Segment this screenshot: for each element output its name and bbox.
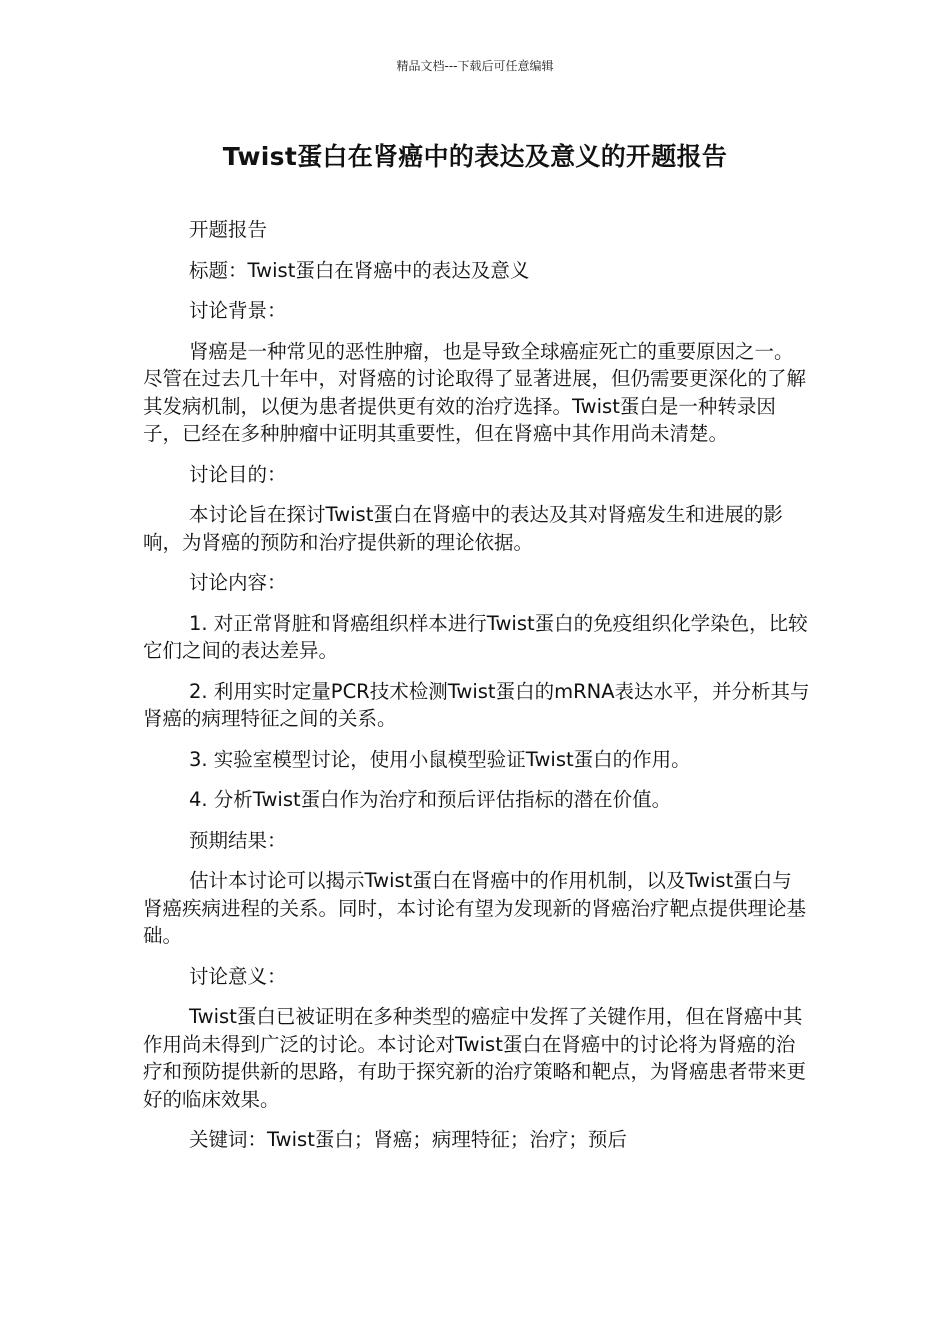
section-heading-expected-results: 预期结果： bbox=[189, 828, 287, 852]
section-heading-purpose: 讨论目的： bbox=[189, 462, 287, 486]
report-topic: 标题：Twist蛋白在肾癌中的表达及意义 bbox=[189, 258, 530, 282]
significance-paragraph: Twist蛋白已被证明在多种类型的癌症中发挥了关键作用，但在肾癌中其作用尚未得到广泛的讨论。本讨论对Twist蛋白在肾癌中的讨论将为肾癌的治疗和预防提供新的思路，有助于探究新的治疗策略和靶点，为肾癌患者带来更好的临床效果。 bbox=[143, 1005, 807, 1111]
content-item-3: 3. 实验室模型讨论，使用小鼠模型验证Twist蛋白的作用。 bbox=[189, 747, 691, 771]
purpose-paragraph: 本讨论旨在探讨Twist蛋白在肾癌中的表达及其对肾癌发生和进展的影响，为肾癌的预防和治疗提供新的理论依据。 bbox=[143, 503, 783, 554]
document-body bbox=[143, 216, 811, 1167]
expected-results-paragraph: 估计本讨论可以揭示Twist蛋白在肾癌中的作用机制，以及Twist蛋白与肾癌疾病进程的关系。同时，本讨论有望为发现新的肾癌治疗靶点提供理论基础。 bbox=[143, 869, 807, 947]
content-item-4: 4. 分析Twist蛋白作为治疗和预后评估指标的潜在价值。 bbox=[189, 788, 672, 811]
keywords-line: 关键词：Twist蛋白；肾癌；病理特征；治疗；预后 bbox=[189, 1128, 627, 1151]
content-item-2: 2. 利用实时定量PCR技术检测Twist蛋白的mRNA表达水平，并分析其与肾癌的病理特征之间的关系。 bbox=[143, 679, 810, 730]
content-item-1: 1. 对正常肾脏和肾癌组织样本进行Twist蛋白的免疫组织化学染色，比较它们之间的表达差异。 bbox=[143, 611, 808, 662]
section-heading-background: 讨论背景： bbox=[189, 299, 287, 322]
report-label: 开题报告 bbox=[189, 218, 268, 241]
section-heading-significance: 讨论意义： bbox=[189, 964, 287, 988]
background-paragraph: 肾癌是一种常见的恶性肿瘤，也是导致全球癌症死亡的重要原因之一。尽管在过去几十年中，对肾癌的讨论取得了显著进展，但仍需要更深化的了解其发病机制，以便为患者提供更有效的治疗选择。Twist蛋白是一种转录因子，已经在多种肿瘤中证明其重要性，但在肾癌中其作用尚未清楚。 bbox=[143, 339, 807, 445]
section-heading-content: 讨论内容： bbox=[189, 571, 287, 594]
document-title: Twist蛋白在肾癌中的表达及意义的开题报告 bbox=[222, 142, 728, 171]
header-note: 精品文档---下载后可任意编辑 bbox=[396, 59, 554, 73]
